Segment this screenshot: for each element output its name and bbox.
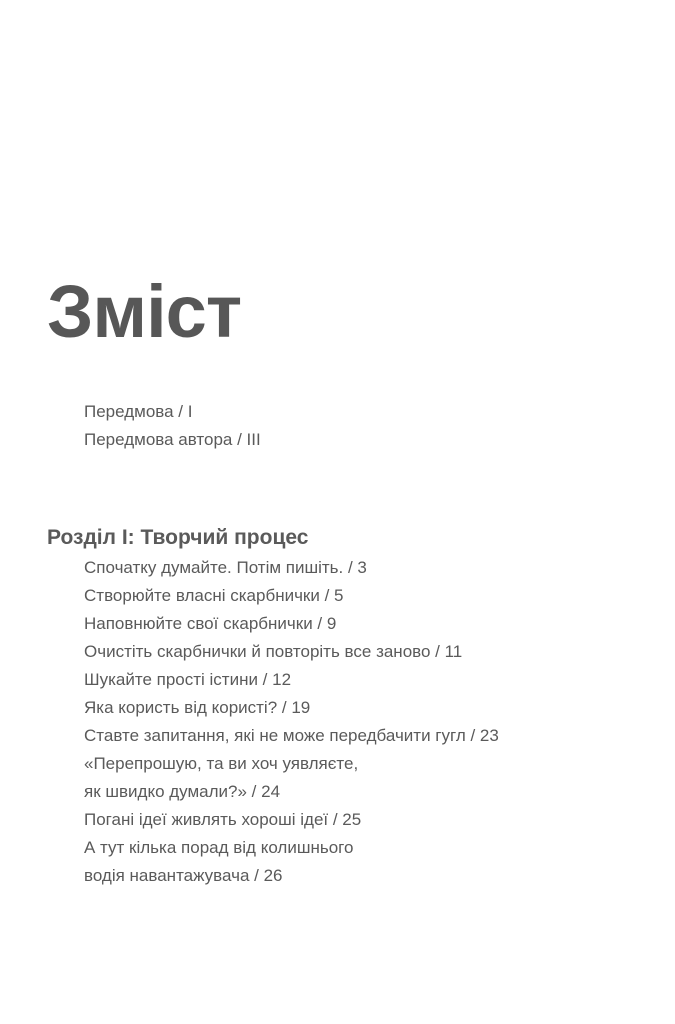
toc-entry-line: Очистіть скарбнички й повторіть все заново / 11 [84,642,463,661]
toc-entry[interactable] [84,750,499,806]
page-title: Зміст [47,270,242,353]
toc-entry[interactable] [84,834,499,890]
toc-entry-line: Погані ідеї живлять хороші ідеї / 25 [84,810,362,829]
toc-entry-line: Яка користь від користі? / 19 [84,698,311,717]
toc-entry[interactable] [84,806,499,834]
toc-entry-preface[interactable]: Передмова / I [84,402,193,421]
toc-entry-line: водія навантажувача / 26 [84,866,283,885]
toc-entry-line: як швидко думали?» / 24 [84,782,281,801]
toc-entry[interactable] [84,694,499,722]
toc-entry[interactable] [84,610,499,638]
toc-entry-line: Шукайте прості істини / 12 [84,670,292,689]
toc-entry[interactable] [84,666,499,694]
toc-entry-line: А тут кілька порад від колишнього [84,838,354,857]
toc-entry-line: Створюйте власні скарбнички / 5 [84,586,344,605]
toc-entry[interactable] [84,722,499,750]
toc-entry[interactable] [84,638,499,666]
preface-list [84,398,261,454]
toc-entry[interactable] [84,554,499,582]
toc-entry-line: «Перепрошую, та ви хоч уявляєте, [84,754,359,773]
toc-entry-line: Ставте запитання, які не може передбачити гугл / 23 [84,726,499,745]
section-heading[interactable]: Розділ I: Творчий процес [47,526,309,549]
toc-entry-line: Наповнюйте свої скарбнички / 9 [84,614,337,633]
chapter-list [84,554,499,890]
toc-entry[interactable] [84,582,499,610]
toc-entry-author-preface[interactable]: Передмова автора / III [84,430,261,449]
toc-entry-line: Спочатку думайте. Потім пишіть. / 3 [84,558,367,577]
